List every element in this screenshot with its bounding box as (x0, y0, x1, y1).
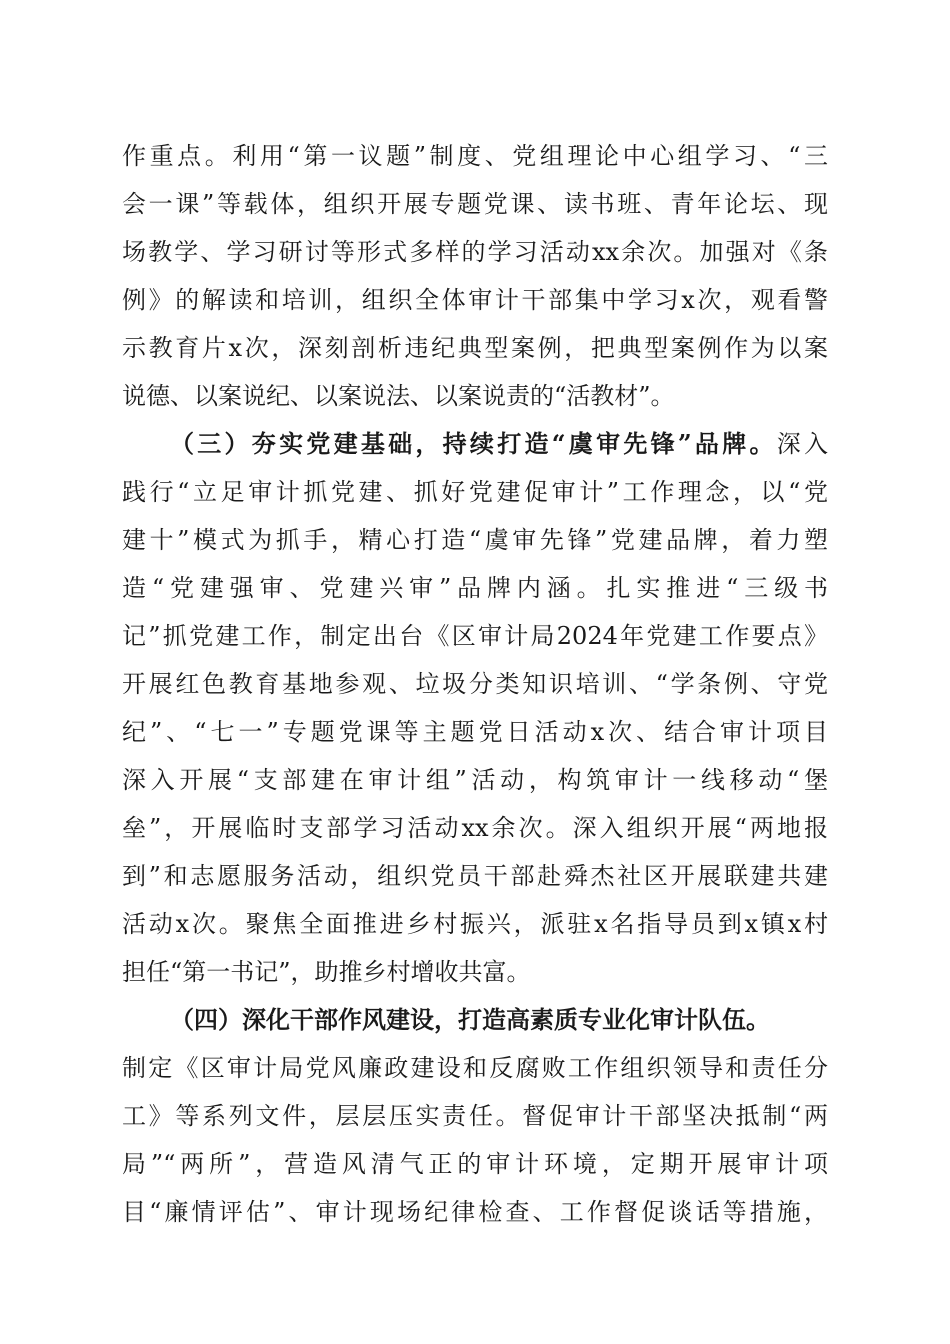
paragraph-line: 深入开展“支部建在审计组”活动，构筑审计一线移动“堡 (122, 766, 828, 794)
paragraph-line: 纪”、“七一”专题党课等主题党日活动x次、结合审计项目 (122, 718, 828, 746)
paragraph-line: 到”和志愿服务活动，组织党员干部赴舜杰社区开展联建共建 (122, 862, 828, 890)
paragraph-line: 目“廉情评估”、审计现场纪律检查、工作督促谈话等措施， (122, 1198, 828, 1226)
paragraph-line: 记”抓党建工作，制定出台《区审计局2024年党建工作要点》 (122, 622, 828, 650)
section-3-heading: （三）夯实党建基础，持续打造“虞审先锋”品牌。 (170, 429, 777, 458)
paragraph-line: 践行“立足审计抓党建、抓好党建促审计”工作理念，以“党 (122, 478, 828, 506)
section-3-first-line (170, 420, 828, 468)
paragraph-line: 工》等系列文件，层层压实责任。督促审计干部坚决抵制“两 (122, 1102, 828, 1130)
paragraph-line: 担任“第一书记”，助推乡村增收共富。 (122, 958, 531, 986)
paragraph-line: 制定《区审计局党风廉政建设和反腐败工作组织领导和责任分 (122, 1054, 828, 1082)
paragraph-line: 示教育片x次，深刻剖析违纪典型案例，把典型案例作为以案 (122, 334, 828, 362)
paragraph-line: 活动x次。聚焦全面推进乡村振兴，派驻x名指导员到x镇x村 (122, 910, 828, 938)
paragraph-line: 说德、以案说纪、以案说法、以案说责的“活教材”。 (122, 382, 675, 410)
section-4-heading: （四）深化干部作风建设，打造高素质专业化审计队伍。 (170, 1005, 770, 1034)
paragraph-line: 建十”模式为抓手，精心打造“虞审先锋”党建品牌，着力塑 (122, 526, 828, 554)
paragraph-line: 垒”，开展临时支部学习活动xx余次。深入组织开展“两地报 (122, 814, 828, 842)
paragraph-line: 例》的解读和培训，组织全体审计干部集中学习x次，观看警 (122, 286, 828, 314)
paragraph-line: 开展红色教育基地参观、垃圾分类知识培训、“学条例、守党 (122, 670, 828, 698)
paragraph-line: 作重点。利用“第一议题”制度、党组理论中心组学习、“三 (122, 142, 828, 170)
paragraph-line: 场教学、学习研讨等形式多样的学习活动xx余次。加强对《条 (122, 238, 828, 266)
paragraph-line: 局”“两所”，营造风清气正的审计环境，定期开展审计项 (122, 1150, 828, 1178)
paragraph-line: 造“党建强审、党建兴审”品牌内涵。扎实推进“三级书 (122, 574, 828, 602)
section-3-first-tail: 深入 (776, 430, 828, 458)
paragraph-line: 会一课”等载体，组织开展专题党课、读书班、青年论坛、现 (122, 190, 828, 218)
